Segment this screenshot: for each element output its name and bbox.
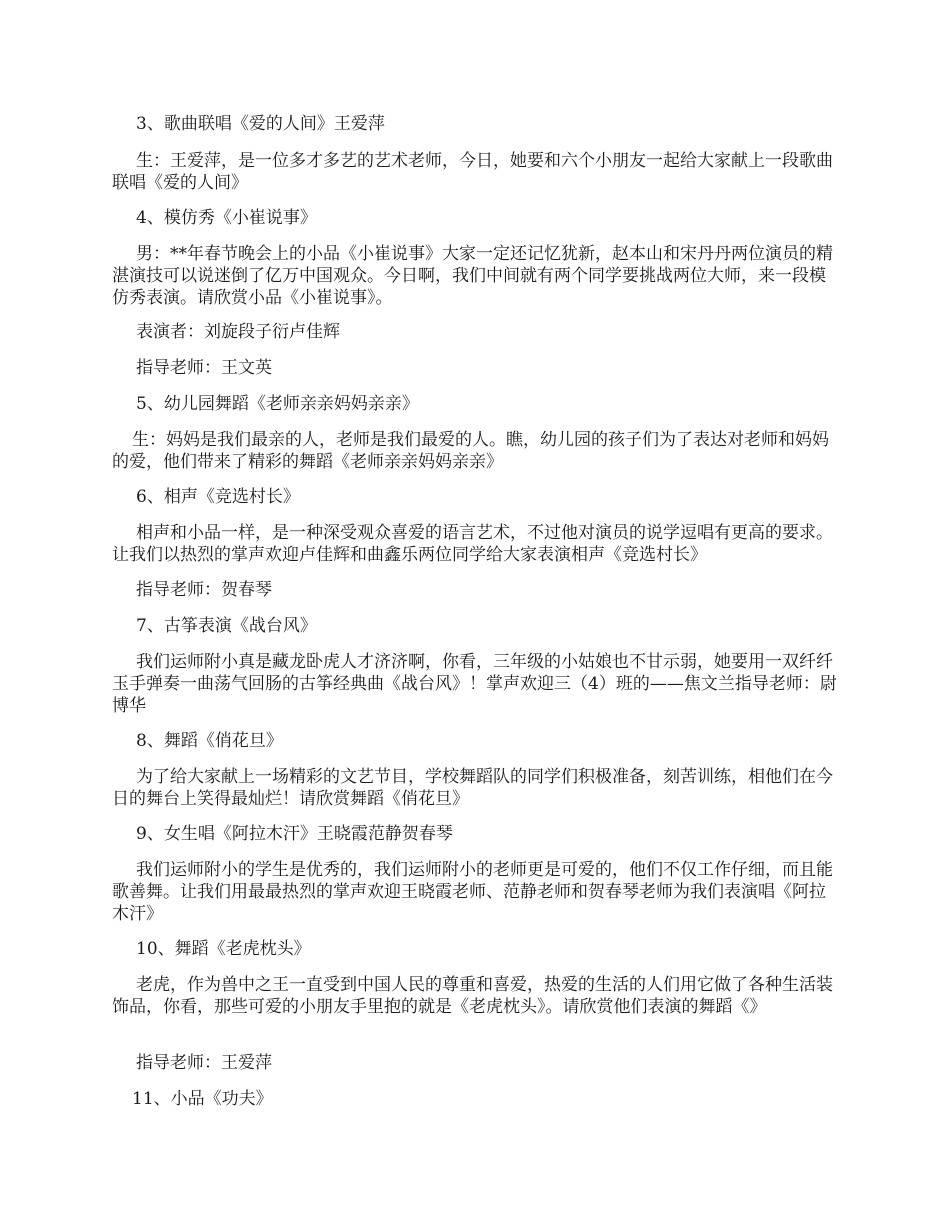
heading-item-3: 3、歌曲联唱《爱的人间》王爱萍: [136, 114, 385, 134]
paragraph-intro-9: 我们运师附小的学生是优秀的，我们运师附小的老师更是可爱的，他们不仅工作仔细，而且能歌善舞。让我们用最最热烈的掌声欢迎王晓霞老师、范静老师和贺春琴老师为我们表演唱《阿拉木汗》: [112, 860, 833, 924]
heading-item-7: 7、古筝表演《战台风》: [136, 616, 317, 636]
heading-item-6: 6、相声《竞选村长》: [136, 487, 300, 507]
paragraph-intro-10: 老虎，作为兽中之王一直受到中国人民的尊重和喜爱，热爱的生活的人们用它做了各种生活装饰品，你看，那些可爱的小朋友手里抱的就是《老虎枕头》。请欣赏他们表演的舞蹈《》: [112, 975, 833, 1017]
paragraph-intro-5: 生：妈妈是我们最亲的人，老师是我们最爱的人。瞧，幼儿园的孩子们为了表达对老师和妈妈的爱，他们带来了精彩的舞蹈《老师亲亲妈妈亲亲》: [112, 430, 829, 472]
heading-item-9: 9、女生唱《阿拉木汗》王晓霞范静贺春琴: [136, 824, 453, 844]
heading-item-4: 4、模仿秀《小崔说事》: [136, 208, 317, 228]
heading-item-5: 5、幼儿园舞蹈《老师亲亲妈妈亲亲》: [136, 394, 419, 414]
paragraph-intro-3: 生：王爱萍，是一位多才多艺的艺术老师，今日，她要和六个小朋友一起给大家献上一段歌曲联唱《爱的人间》: [112, 151, 833, 193]
heading-item-8: 8、舞蹈《俏花旦》: [136, 731, 283, 751]
performers-line-4: 表演者：刘旋段子衍卢佳辉: [136, 322, 340, 342]
teacher-line-6: 指导老师：贺春琴: [136, 580, 272, 600]
teacher-line-4: 指导老师：王文英: [136, 358, 272, 378]
paragraph-intro-7: 我们运师附小真是藏龙卧虎人才济济啊，你看，三年级的小姑娘也不甘示弱，她要用一双纤纤玉手弹奏一曲荡气回肠的古筝经典曲《战台风》！掌声欢迎三（4）班的——焦文兰指导老师：尉博华: [112, 652, 837, 716]
paragraph-intro-4: 男：**年春节晚会上的小品《小崔说事》大家一定还记忆犹新，赵本山和宋丹丹两位演员的精湛演技可以说迷倒了亿万中国观众。今日啊，我们中间就有两个同学要挑战两位大师，来一段模仿秀表演。请欣赏小品《小崔说事》。: [112, 244, 833, 308]
paragraph-intro-6: 相声和小品一样，是一种深受观众喜爱的语言艺术，不过他对演员的说学逗唱有更高的要求。让我们以热烈的掌声欢迎卢佳辉和曲鑫乐两位同学给大家表演相声《竞选村长》: [112, 523, 833, 565]
teacher-line-10: 指导老师：王爱萍: [136, 1053, 272, 1073]
paragraph-intro-8: 为了给大家献上一场精彩的文艺节目，学校舞蹈队的同学们积极准备，刻苦训练，相他们在今日的舞台上笑得最灿烂！请欣赏舞蹈《俏花旦》: [112, 767, 833, 809]
heading-item-11: 11、小品《功夫》: [132, 1089, 273, 1109]
heading-item-10: 10、舞蹈《老虎枕头》: [136, 939, 311, 959]
